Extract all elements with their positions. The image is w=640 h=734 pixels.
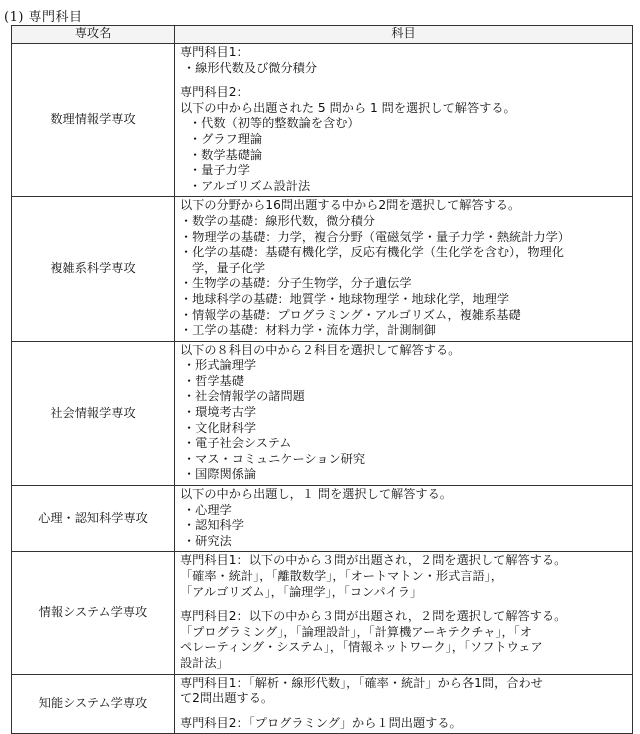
table-row [12,552,633,674]
spacer [180,707,629,716]
table-row [12,341,633,485]
subject-cell [175,486,633,552]
text-line: ・代数（初等的整数論を含む） [189,116,360,131]
subject-cell [175,44,633,197]
table-row [12,197,633,341]
major-name: 数理情報学専攻 [12,44,175,197]
text-line: 設計法」 [180,655,229,670]
subject-cell [175,552,633,674]
spacer [180,600,629,609]
header-major: 専攻名 [12,26,175,44]
text-line: ・心理学 [183,502,232,517]
text-line: ・社会情報学の諸問題 [183,389,305,404]
text-line: ・工学の基礎：材料力学・流体力学，計測制御 [180,323,436,338]
text-line: 専門科目2：以下の中から３問が出題され，２問を選択して解答する。 [180,609,567,624]
text-line: 「確率・統計」，「離散数学」，「オートマトン・形式言語」， [180,569,503,583]
text-line: ・研究法 [183,533,232,548]
text-line: 「アルゴリズム」，「論理学」，「コンパイラ」 [180,584,423,599]
subject-cell [175,197,633,341]
table-row [12,44,633,197]
subject-cell [175,674,633,734]
subject-cell [175,341,633,485]
text-line: 専門科目1： [180,45,249,59]
text-line: 専門科目2： [180,85,249,100]
text-line: 専門科目1：「解析・線形代数」，「確率・統計」から各1問，合わせ [180,675,543,690]
text-line: ・地球科学の基礎：地質学・地球物理学・地球化学，地理学 [180,291,510,306]
text-line: 以下の中から出題し，１ 問を選択して解答する。 [180,487,452,502]
text-line: ・認知科学 [183,518,244,533]
major-name: 社会情報学専攻 [12,341,175,485]
text-line: 以下の中から出題された 5 問から 1 問を選択して解答する。 [180,100,516,115]
text-line: 以下の分野から16問出題する中から2問を選択して解答する。 [180,198,521,213]
text-line: ・数学の基礎：線形代数，微分積分 [180,213,375,228]
text-line: ・環境考古学 [183,405,257,420]
header-subjects: 科目 [175,26,633,44]
text-line: ・物理学の基礎：力学，複合分野（電磁気学・量子力学・熱統計力学） [180,229,570,244]
text-line: ・形式論理学 [183,358,257,373]
spacer [180,76,629,85]
major-name: 知能システム学専攻 [12,674,175,734]
text-line: 学，量子化学 [192,260,266,275]
text-line: 「プログラミング」，「論理設計」，「計算機アーキテクチャ」，「オ [180,624,532,639]
major-name: 心理・認知科学専攻 [12,486,175,552]
text-line: ペレーティング・システム」，「情報ネットワーク」，「ソフトウェア [180,640,543,655]
text-line: 以下の８科目の中から２科目を選択して解答する。 [180,342,461,357]
text-line: ・アルゴリズム設計法 [189,178,311,193]
text-line: ・文化財科学 [183,420,257,435]
text-line: ・国際関係論 [183,467,257,482]
text-line: ・哲学基礎 [183,373,244,388]
major-name: 複雑系科学専攻 [12,197,175,341]
table-row [12,674,633,734]
text-line: ・電子社会システム [183,436,292,451]
text-line: ・数学基礎論 [189,147,263,162]
text-line: ・量子力学 [189,163,250,178]
text-line: ・線形代数及び微分積分 [183,60,318,75]
table-row [12,486,633,552]
table-header-row [12,26,633,44]
text-line: ・情報学の基礎：プログラミング・アルゴリズム，複雑系基礎 [180,307,521,322]
text-line: て2問出題する。 [180,691,274,706]
text-line: ・グラフ理論 [189,131,263,146]
major-name: 情報システム学専攻 [12,552,175,674]
subjects-table [11,25,633,734]
text-line: 専門科目1：以下の中から３問が出題され，２問を選択して解答する。 [180,553,567,568]
section-title: (1) 専門科目 [4,10,83,25]
text-line: ・マス・コミュニケーション研究 [183,451,366,466]
text-line: 専門科目2：「プログラミング」から１問出題する。 [180,715,462,730]
text-line: ・化学の基礎：基礎有機化学，反応有機化学（生化学を含む），物理化 [180,245,564,260]
text-line: ・生物学の基礎：分子生物学，分子遺伝学 [180,276,412,291]
